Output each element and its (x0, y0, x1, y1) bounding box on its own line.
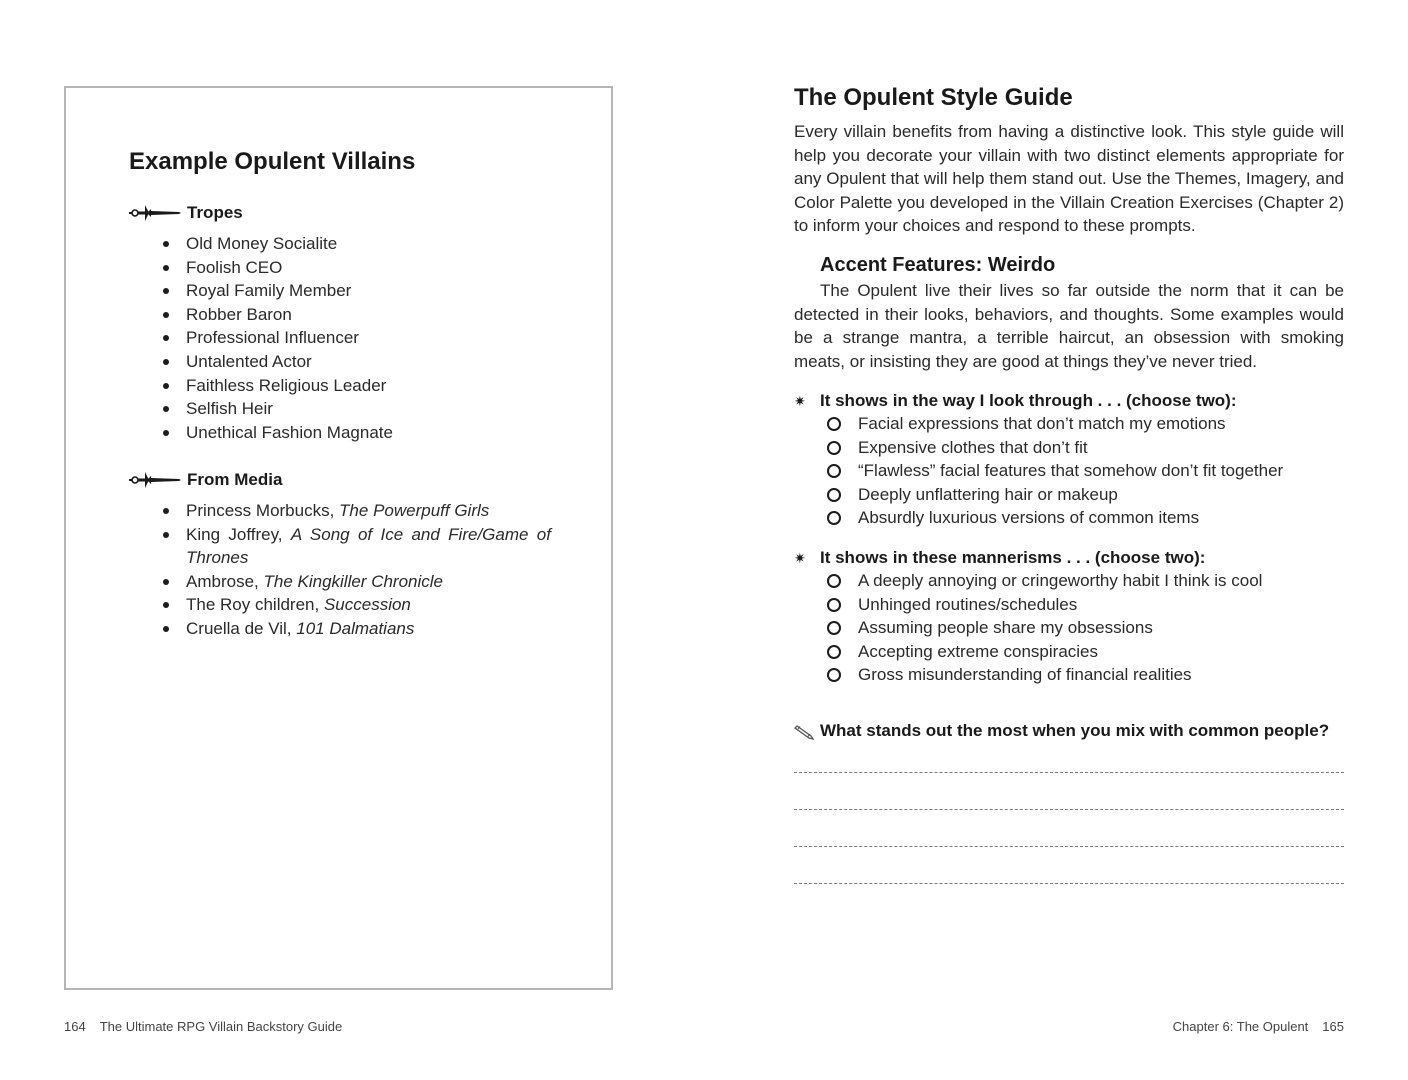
answer-line[interactable] (794, 772, 1344, 773)
list-item (160, 570, 560, 594)
bullet-dot-icon (163, 312, 169, 318)
bullet-dot-icon (163, 579, 169, 585)
accent-heading: Accent Features: Weirdo (820, 254, 1056, 276)
list-item (160, 326, 560, 350)
circle-checkbox-icon[interactable] (827, 511, 841, 525)
option-label: Facial expressions that don’t match my emotions (858, 414, 1226, 433)
tropes-heading (129, 201, 243, 225)
option-label: Assuming people share my obsessions (858, 618, 1153, 638)
character-name: The Roy children, (186, 595, 324, 615)
circle-checkbox-icon[interactable] (827, 668, 841, 682)
circle-checkbox-icon[interactable] (827, 598, 841, 612)
question-label: What stands out the most when you mix with common people? (820, 721, 1330, 740)
star-burst-icon: ✷ (794, 549, 806, 566)
chapter-label: Chapter 6: The Opulent (1172, 1019, 1309, 1034)
option-item[interactable] (826, 593, 1262, 617)
bullet-dot-icon (163, 626, 169, 632)
circle-checkbox-icon[interactable] (827, 441, 841, 455)
bullet-dot-icon (163, 508, 169, 514)
right-page-footer (1173, 1018, 1344, 1036)
sword-icon (129, 470, 181, 490)
option-item[interactable] (826, 663, 1262, 687)
work-title: Succession (323, 595, 411, 615)
left-page-footer (64, 1018, 342, 1036)
trope-label: Foolish CEO (186, 257, 283, 277)
list-item (160, 593, 560, 617)
option-item[interactable] (826, 412, 1283, 436)
option-label: Expensive clothes that don’t fit (858, 437, 1088, 457)
bullet-dot-icon (163, 383, 169, 389)
prompt-mannerisms-label: It shows in these mannerisms . . . (choose two): (820, 548, 1206, 567)
list-item (160, 499, 560, 523)
trope-label: Professional Influencer (186, 328, 359, 348)
work-title: A Song of Ice and Fire/Game of Thrones (186, 524, 551, 568)
mannerisms-options (826, 569, 1262, 687)
media-list (160, 499, 560, 641)
list-item (160, 232, 560, 256)
trope-label: Robber Baron (186, 304, 292, 324)
character-name: Ambrose, (186, 571, 264, 591)
trope-label: Royal Family Member (186, 281, 352, 301)
bullet-dot-icon (163, 359, 169, 365)
list-item (160, 350, 560, 374)
list-item (160, 256, 560, 280)
prompt-looks-label: It shows in the way I look through . . . (choose two): (820, 391, 1237, 410)
option-item[interactable] (826, 483, 1283, 507)
accent-paragraph: The Opulent live their lives so far outside the norm that it can be detected in their looks, behaviors, and thoughts. Some examples would be a strange mantra, a terrible haircut, an obsession with smoking meats, or insisting they are good at things they’ve never tried. (794, 281, 1344, 371)
left-page-title: Example Opulent Villains (129, 148, 416, 175)
option-label: “Flawless” facial features that somehow don’t fit together (858, 461, 1284, 481)
tropes-list (160, 232, 560, 444)
work-title: The Kingkiller Chronicle (263, 571, 444, 591)
answer-line[interactable] (794, 883, 1344, 884)
star-burst-icon: ✷ (794, 392, 806, 409)
option-item[interactable] (826, 459, 1283, 483)
trope-label: Unethical Fashion Magnate (186, 422, 393, 442)
media-entry (186, 570, 551, 594)
tropes-heading-label: Tropes (187, 203, 243, 222)
looks-options (826, 412, 1283, 530)
bullet-dot-icon (163, 265, 169, 271)
right-page-title: The Opulent Style Guide (794, 84, 1073, 111)
circle-checkbox-icon[interactable] (827, 488, 841, 502)
left-page-number: 164 (64, 1019, 86, 1034)
work-title: 101 Dalmatians (296, 618, 415, 638)
option-item[interactable] (826, 506, 1283, 530)
media-entry (186, 593, 551, 617)
circle-checkbox-icon[interactable] (827, 464, 841, 478)
prompt-mannerisms (794, 546, 1205, 570)
list-item (160, 374, 560, 398)
option-label: Accepting extreme conspiracies (858, 641, 1099, 661)
bullet-dot-icon (163, 406, 169, 412)
answer-line[interactable] (794, 809, 1344, 810)
character-name: Cruella de Vil, (186, 618, 297, 638)
list-item (160, 421, 560, 445)
intro-paragraph: Every villain benefits from having a distinctive look. This style guide will help you decorate your villain with two distinct elements appropriate for any Opulent that will help them stand out. Use the Themes, Imagery, and Color Palette you developed in the Villain Creation Exercises (Chapter 2) to inform your choices and respond to these prompts. (794, 122, 1344, 236)
option-label: Gross misunderstanding of financial realities (858, 665, 1192, 685)
trope-label: Untalented Actor (186, 351, 312, 371)
trope-label: Selfish Heir (186, 399, 273, 419)
pencil-icon (794, 722, 816, 740)
bullet-dot-icon (163, 602, 169, 608)
bullet-dot-icon (163, 430, 169, 436)
circle-checkbox-icon[interactable] (827, 645, 841, 659)
list-item (160, 397, 560, 421)
option-item[interactable] (826, 640, 1262, 664)
bullet-dot-icon (163, 532, 169, 538)
list-item (160, 617, 560, 641)
media-heading (129, 468, 282, 492)
media-heading-label: From Media (187, 470, 283, 489)
list-item (160, 523, 560, 570)
media-entry (186, 617, 551, 641)
bullet-dot-icon (163, 241, 169, 247)
right-page-number: 165 (1322, 1019, 1344, 1034)
media-entry (186, 499, 551, 523)
list-item (160, 303, 560, 327)
bullet-dot-icon (163, 335, 169, 341)
option-label: Unhinged routines/schedules (858, 594, 1078, 614)
list-item (160, 279, 560, 303)
option-item[interactable] (826, 436, 1283, 460)
work-title: The Powerpuff Girls (339, 501, 490, 520)
option-label: Deeply unflattering hair or makeup (858, 484, 1118, 504)
option-label: A deeply annoying or cringeworthy habit I think is cool (858, 571, 1263, 590)
circle-checkbox-icon[interactable] (827, 417, 841, 431)
option-item[interactable] (826, 569, 1262, 593)
question-prompt (794, 719, 1329, 743)
media-entry (186, 523, 551, 570)
trope-label: Old Money Socialite (186, 234, 338, 253)
circle-checkbox-icon[interactable] (827, 574, 841, 588)
bullet-dot-icon (163, 288, 169, 294)
sword-icon (129, 203, 181, 223)
character-name: King Joffrey, (186, 524, 291, 544)
character-name: Princess Morbucks, (186, 501, 340, 520)
option-item[interactable] (826, 616, 1262, 640)
circle-checkbox-icon[interactable] (827, 621, 841, 635)
book-title: The Ultimate RPG Villain Backstory Guide (99, 1019, 343, 1034)
option-label: Absurdly luxurious versions of common items (858, 508, 1200, 528)
prompt-looks (794, 389, 1237, 413)
answer-line[interactable] (794, 846, 1344, 847)
trope-label: Faithless Religious Leader (186, 375, 387, 395)
